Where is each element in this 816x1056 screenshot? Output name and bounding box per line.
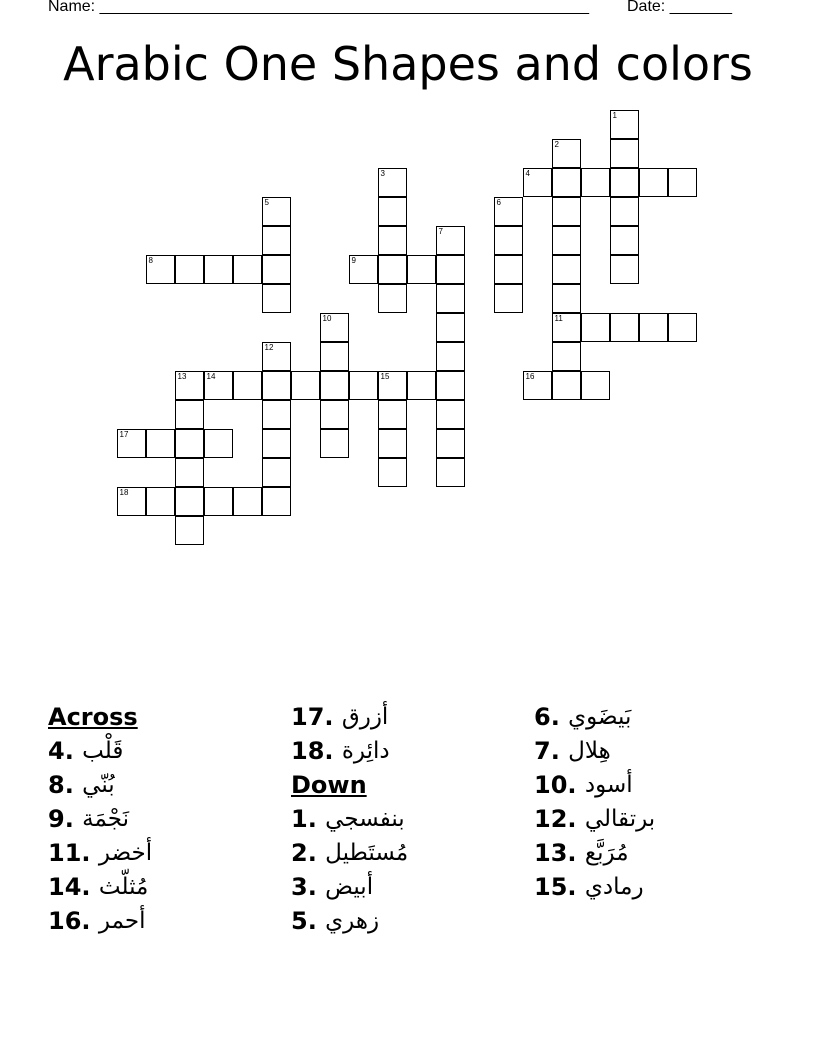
grid-cell[interactable] [262,400,291,429]
clue-item [48,870,152,904]
grid-cell[interactable] [320,429,349,458]
clue-item-text: بَيضَوي [568,704,632,730]
grid-cell[interactable] [494,255,523,284]
clue-item-number: 1. [291,805,326,833]
grid-cell[interactable] [262,342,291,371]
clue-item-text: بُنّي [82,772,115,798]
clue-item-number: 6. [534,703,569,731]
grid-cell[interactable] [117,429,146,458]
clue-item-text: مُرَبَّع [584,840,629,866]
grid-cell[interactable] [523,168,552,197]
grid-cell[interactable] [610,197,639,226]
clue-number: 7 [438,226,443,236]
grid-cell[interactable] [320,342,349,371]
clue-column-2 [291,700,408,938]
grid-cell[interactable] [175,516,204,545]
clue-number: 15 [380,371,390,381]
clue-item-number: 11. [48,839,99,867]
clue-number: 9 [351,255,356,265]
grid-cell[interactable] [436,429,465,458]
grid-cell[interactable] [494,197,523,226]
clue-item-number: 10. [534,771,585,799]
grid-cell[interactable] [436,313,465,342]
clue-item-number: 8. [48,771,83,799]
grid-cell[interactable] [204,371,233,400]
clue-item [534,768,655,802]
clue-number: 2 [554,139,559,149]
grid-cell[interactable] [291,371,320,400]
grid-cell[interactable] [349,255,378,284]
grid-cell[interactable] [320,371,349,400]
clue-item-number: 13. [534,839,585,867]
grid-cell[interactable] [378,429,407,458]
grid-cell[interactable] [204,487,233,516]
clue-item [291,904,408,938]
clue-item [48,734,152,768]
clue-item [291,802,408,836]
grid-cell[interactable] [552,226,581,255]
grid-cell[interactable] [175,458,204,487]
grid-cell[interactable] [262,197,291,226]
page-title: Arabic One Shapes and colors [63,37,753,91]
grid-cell[interactable] [175,400,204,429]
grid-cell[interactable] [117,487,146,516]
grid-cell[interactable] [668,313,697,342]
clue-item-number: 12. [534,805,585,833]
grid-cell[interactable] [552,139,581,168]
grid-cell[interactable] [262,487,291,516]
clue-item [534,700,655,734]
grid-cell[interactable] [407,371,436,400]
clue-item-number: 16. [48,907,99,935]
clue-item-number: 15. [534,873,585,901]
grid-cell[interactable] [262,458,291,487]
grid-cell[interactable] [378,458,407,487]
clue-number: 4 [525,168,530,178]
clue-item [48,802,152,836]
grid-cell[interactable] [175,255,204,284]
clue-item-text: هِلال [568,738,611,764]
clue-item [291,836,408,870]
grid-cell[interactable] [407,255,436,284]
clue-item-text: برتقالي [584,806,656,832]
clue-number: 6 [496,197,501,207]
grid-cell[interactable] [233,371,262,400]
grid-cell[interactable] [668,168,697,197]
clue-number: 12 [264,342,274,352]
grid-cell[interactable] [175,487,204,516]
grid-cell[interactable] [146,429,175,458]
clue-item-number: 4. [48,737,83,765]
clue-item-number: 9. [48,805,83,833]
grid-cell[interactable] [146,255,175,284]
grid-cell[interactable] [610,168,639,197]
clue-item-number: 14. [48,873,99,901]
grid-cell[interactable] [552,342,581,371]
across-heading: Across [48,703,138,731]
clue-item-text: أسود [584,772,633,798]
grid-cell[interactable] [552,313,581,342]
grid-cell[interactable] [494,284,523,313]
clue-item [534,802,655,836]
clue-item [534,870,655,904]
clue-item [48,904,152,938]
clue-item-text: بنفسجي [325,806,405,832]
grid-cell[interactable] [262,429,291,458]
clue-number: 11 [554,313,563,323]
clue-number: 16 [525,371,535,381]
grid-cell[interactable] [262,255,291,284]
grid-cell[interactable] [610,139,639,168]
clue-item-number: 17. [291,703,342,731]
clue-item-number: 18. [291,737,342,765]
clue-number: 13 [177,371,187,381]
grid-cell[interactable] [552,284,581,313]
clue-item [534,836,655,870]
clue-item-text: مُستَطيل [325,840,409,866]
grid-cell[interactable] [204,429,233,458]
clue-number: 14 [206,371,216,381]
grid-cell[interactable] [610,226,639,255]
clue-item-number: 5. [291,907,326,935]
down-heading: Down [291,771,367,799]
grid-cell[interactable] [262,226,291,255]
grid-cell[interactable] [523,371,552,400]
name-line: Name: _______________________________________________________ [48,0,589,15]
clue-number: 5 [264,197,269,207]
clue-item [291,870,408,904]
grid-cell[interactable] [233,255,262,284]
clue-item [291,700,408,734]
clue-item [48,836,152,870]
grid-cell[interactable] [378,400,407,429]
clue-item-text: زهري [325,908,380,934]
grid-cell[interactable] [378,371,407,400]
grid-cell[interactable] [378,168,407,197]
grid-cell[interactable] [262,371,291,400]
grid-cell[interactable] [552,197,581,226]
clue-item-text: أبيض [325,874,374,900]
clue-number: 1 [612,110,617,120]
grid-cell[interactable] [436,284,465,313]
grid-cell[interactable] [552,255,581,284]
grid-cell[interactable] [436,255,465,284]
clue-number: 10 [322,313,332,323]
clue-column-1 [48,700,152,938]
grid-cell[interactable] [436,458,465,487]
grid-cell[interactable] [262,284,291,313]
grid-cell[interactable] [436,342,465,371]
grid-cell[interactable] [436,400,465,429]
clue-number: 8 [148,255,153,265]
grid-cell[interactable] [494,226,523,255]
grid-cell[interactable] [175,429,204,458]
clue-number: 17 [119,429,129,439]
clue-item-number: 3. [291,873,326,901]
clue-item-number: 2. [291,839,326,867]
clue-item-text: أحمر [98,908,146,934]
grid-cell[interactable] [233,487,262,516]
clue-item-text: أزرق [341,704,389,730]
grid-cell[interactable] [378,284,407,313]
clue-column-3 [534,700,655,904]
grid-cell[interactable] [552,168,581,197]
grid-cell[interactable] [436,226,465,255]
grid-cell[interactable] [378,255,407,284]
clue-item-text: نَجْمَة [82,806,130,832]
grid-cell[interactable] [378,197,407,226]
clue-item-text: أخضر [98,840,153,866]
clue-number: 3 [380,168,385,178]
clue-item [48,768,152,802]
grid-cell[interactable] [378,226,407,255]
grid-cell[interactable] [610,110,639,139]
clue-item-number: 7. [534,737,569,765]
clue-number: 18 [119,487,129,497]
grid-cell[interactable] [175,371,204,400]
grid-cell[interactable] [204,255,233,284]
grid-cell[interactable] [639,168,668,197]
grid-cell[interactable] [320,400,349,429]
grid-cell[interactable] [581,371,610,400]
clue-item-text: مُثلّث [98,874,149,900]
grid-cell[interactable] [320,313,349,342]
grid-cell[interactable] [610,255,639,284]
clue-item [534,734,655,768]
date-line: Date: _______ [627,0,732,15]
grid-cell[interactable] [146,487,175,516]
grid-cell[interactable] [552,371,581,400]
clue-item-text: دائِرة [341,738,390,764]
clue-item-text: رمادي [584,874,644,900]
grid-cell[interactable] [639,313,668,342]
clue-item-text: قَلْب [82,738,124,764]
grid-cell[interactable] [610,313,639,342]
grid-cell[interactable] [581,313,610,342]
grid-cell[interactable] [349,371,378,400]
grid-cell[interactable] [436,371,465,400]
grid-cell[interactable] [581,168,610,197]
clue-item [291,734,408,768]
